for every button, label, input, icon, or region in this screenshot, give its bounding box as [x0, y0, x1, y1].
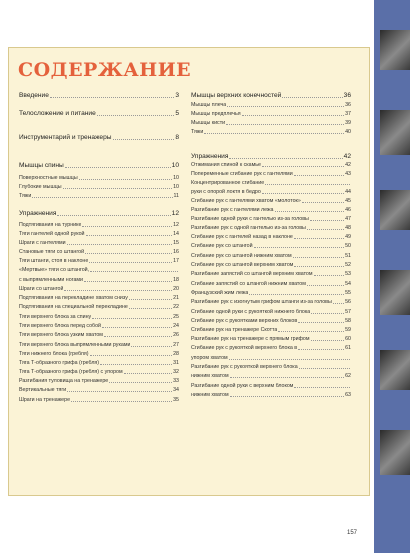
toc-entry-page: 26 [173, 332, 179, 338]
toc-entry [19, 249, 179, 256]
toc-entry [19, 110, 179, 118]
toc-entry-page: 61 [345, 345, 351, 351]
toc-entry [191, 180, 351, 187]
toc-leader [307, 285, 344, 286]
toc-leader [124, 373, 172, 374]
toc-leader [227, 106, 344, 107]
toc-entry-page: 12 [171, 210, 179, 217]
toc-entry [191, 355, 351, 362]
toc-entry-title: упором хватом [191, 355, 228, 361]
toc-leader [86, 235, 173, 236]
toc-entry-title: Сгибание рук на тренажере Скотта [191, 327, 278, 333]
toc-leader [84, 281, 172, 282]
toc-entry [19, 378, 179, 385]
toc-entry-title: Сгибание рук со штангой нижним хватом [191, 253, 292, 259]
toc-entry-title: Разгибание рук на тренажере с прямым грифом [191, 336, 310, 342]
toc-leader [262, 166, 344, 167]
toc-entry [191, 189, 351, 196]
toc-leader [298, 349, 344, 350]
toc-leader [100, 364, 172, 365]
toc-leader [97, 115, 175, 116]
toc-entry [19, 222, 179, 229]
toc-leader [129, 308, 172, 309]
toc-entry-title: Становые тяги со штангой [19, 249, 85, 255]
toc-entry-page: 10 [173, 175, 179, 181]
toc-entry-title: Концентрированное сгибание [191, 180, 265, 186]
toc-entry-title: Сгибание рук с гантелей назад в наклоне [191, 234, 293, 240]
toc-entry-page: 60 [345, 336, 351, 342]
toc-entry-title: Упражнения [19, 210, 57, 217]
toc-entry-page: 49 [345, 234, 351, 240]
toc-entry-title: Мышцы предплечья [191, 111, 241, 117]
toc-entry-page: 31 [173, 360, 179, 366]
toc-entry-title: Упражнения [191, 153, 229, 160]
toc-entry-page: 16 [173, 249, 179, 255]
exercise-photo [380, 190, 410, 230]
exercise-photo [380, 350, 410, 390]
toc-entry [19, 258, 179, 265]
toc-entry [191, 225, 351, 232]
toc-entry-page: 17 [173, 258, 179, 264]
toc-leader [294, 238, 344, 239]
toc-entry-page: 44 [345, 189, 351, 195]
toc-leader [310, 220, 344, 221]
toc-entry [19, 304, 179, 311]
page-title: СОДЕРЖАНИЕ [18, 59, 192, 81]
toc-entry-title: Введение [19, 92, 49, 99]
toc-entry [191, 383, 351, 390]
toc-entry [19, 286, 179, 293]
toc-entry-page: 42 [343, 153, 351, 160]
toc-entry-title: Тяги верхнего блока за спину [19, 314, 92, 320]
toc-entry-page: 24 [173, 323, 179, 329]
toc-entry [191, 111, 351, 118]
toc-entry-page: 57 [345, 309, 351, 315]
toc-entry [191, 243, 351, 250]
toc-entry-page: 11 [173, 193, 179, 199]
toc-entry [191, 253, 351, 260]
page-number: 157 [347, 530, 358, 536]
toc-entry-page: 18 [173, 277, 179, 283]
toc-entry [191, 327, 351, 334]
toc-entry-title: Тяжи [19, 193, 32, 199]
toc-entry [191, 92, 351, 100]
toc-entry [191, 392, 351, 399]
toc-leader [226, 124, 344, 125]
toc-entry-page: 36 [343, 92, 351, 99]
toc-entry-title: Поверхностные мышцы [19, 175, 78, 181]
toc-entry-page: 5 [175, 110, 179, 117]
toc-entry-title: Разгибание рук с рукояткой верхнего блока [191, 364, 298, 370]
toc-entry [191, 153, 351, 161]
toc-entry-title: с выпрямленными ногами [19, 277, 84, 283]
toc-entry-title: Сгибание рук с гантелями хватом «молоток» [191, 198, 301, 204]
toc-entry [191, 271, 351, 278]
toc-entry-title: Тяжи [191, 129, 204, 135]
toc-entry-title: Сгибание одной руки с рукояткой нижнего блока [191, 309, 311, 315]
toc-entry [19, 277, 179, 284]
toc-leader [113, 139, 175, 140]
toc-leader [64, 290, 172, 291]
toc-leader [249, 294, 344, 295]
toc-entry [19, 397, 179, 404]
toc-entry-title: руки с опорой локтя в бедро [191, 189, 261, 195]
toc-leader [230, 377, 344, 378]
toc-entry [191, 290, 351, 297]
exercise-photo [380, 270, 410, 315]
toc-entry [19, 162, 179, 170]
toc-leader [102, 327, 172, 328]
toc-leader [275, 211, 345, 212]
toc-entry-title: Разгибание одной руки с гантелью из-за головы [191, 216, 309, 222]
toc-leader [298, 322, 344, 323]
toc-entry [19, 295, 179, 302]
toc-entry [19, 184, 179, 191]
toc-entry [191, 299, 351, 306]
toc-entry-title: Вертикальные тяги [19, 387, 67, 393]
toc-leader [85, 253, 172, 254]
toc-entry-title: Разгибание рук с одной гантелью из-за головы [191, 225, 306, 231]
toc-entry-page: 28 [173, 351, 179, 357]
toc-entry-page: 56 [345, 299, 351, 305]
toc-entry [19, 387, 179, 394]
toc-entry-page: 35 [173, 397, 179, 403]
toc-entry-title: Инструментарий и тренажеры [19, 134, 112, 141]
toc-entry-title: Тяга Т-образного грифа (гребля) с упором [19, 369, 123, 375]
toc-entry-page: 21 [173, 295, 179, 301]
toc-entry-title: Тяги гантелей одной рукой [19, 231, 85, 237]
toc-entry [19, 134, 179, 142]
toc-entry [191, 364, 351, 371]
toc-entry [191, 262, 351, 269]
toc-entry-title: «Мертвые» тяги со штангой, [19, 267, 90, 273]
toc-leader [79, 179, 172, 180]
toc-leader [278, 331, 344, 332]
toc-entry [191, 216, 351, 223]
toc-entry [191, 318, 351, 325]
toc-leader [229, 158, 342, 159]
toc-entry-page: 33 [173, 378, 179, 384]
toc-entry-title: Тяга Т-образного грифа (гребля) [19, 360, 100, 366]
toc-leader [293, 257, 344, 258]
exercise-photo [380, 30, 410, 70]
toc-leader [299, 368, 350, 369]
toc-entry-page: 15 [173, 240, 179, 246]
toc-entry-title: Разгибания туловища на тренажере [19, 378, 109, 384]
toc-entry-title: Мышцы верхних конечностей [191, 92, 282, 99]
toc-leader [50, 97, 174, 98]
toc-entry-title: нижним хватом [191, 392, 229, 398]
toc-entry-page: 58 [345, 318, 351, 324]
toc-entry [19, 360, 179, 367]
toc-entry [191, 102, 351, 109]
toc-entry-page: 51 [345, 253, 351, 259]
toc-entry-title: Тяги штанги, стоя в наклоне [19, 258, 89, 264]
toc-entry [191, 198, 351, 205]
toc-entry-title: Телосложение и питание [19, 110, 96, 117]
toc-entry-title: Тяги нижнего блока (гребля) [19, 351, 89, 357]
toc-entry-page: 53 [345, 271, 351, 277]
toc-leader [262, 193, 344, 194]
toc-entry-title: Подтягивания на турнике [19, 222, 82, 228]
toc-entry-title: нижним хватом [191, 373, 229, 379]
toc-entry-title: Тяги верхнего блока выпрямленными руками [19, 342, 131, 348]
toc-entry-page: 50 [345, 243, 351, 249]
toc-entry-title: Сгибание рук с рукоятками верхних блоков [191, 318, 298, 324]
toc-entry [191, 345, 351, 352]
toc-leader [71, 401, 172, 402]
toc-entry-page: 10 [171, 162, 179, 169]
toc-leader [311, 340, 345, 341]
toc-entry-title: Французский жим лежа [191, 290, 249, 296]
toc-entry-title: Мышцы кисти [191, 120, 226, 126]
toc-leader [294, 175, 344, 176]
toc-entry-title: Разгибание рук с гантелями лежа [191, 207, 274, 213]
toc-entry-title: Подтягивания на специальной перекладине [19, 304, 128, 310]
toc-entry-title: Мышцы спины [19, 162, 64, 169]
exercise-photo [380, 430, 410, 475]
toc-entry-title: Сгибание рук со штангой верхним хватом [191, 262, 294, 268]
toc-leader [254, 247, 345, 248]
toc-entry-page: 52 [345, 262, 351, 268]
toc-entry [19, 175, 179, 182]
toc-entry-title: Шраги со штангой [19, 286, 64, 292]
toc-entry [191, 234, 351, 241]
toc-entry-title: Сгибание рук со штангой [191, 243, 253, 249]
toc-entry [191, 336, 351, 343]
toc-leader [129, 299, 172, 300]
toc-leader [314, 275, 345, 276]
toc-entry [191, 281, 351, 288]
toc-leader [282, 97, 342, 98]
toc-leader [67, 244, 172, 245]
toc-entry-title: Тяги верхнего блока узким хватом [19, 332, 103, 338]
toc-entry [19, 92, 179, 100]
toc-entry-title: Отжимания спиной к скамье [191, 162, 261, 168]
toc-entry-page: 8 [175, 134, 179, 141]
toc-leader [82, 226, 172, 227]
toc-entry [19, 231, 179, 238]
toc-leader [242, 115, 344, 116]
toc-entry-page: 37 [345, 111, 351, 117]
toc-entry-page: 27 [173, 342, 179, 348]
toc-entry-page: 55 [345, 290, 351, 296]
toc-entry-title: Глубокие мышцы [19, 184, 62, 190]
toc-entry-title: Разгибание одной руки с верхним блоком [191, 383, 294, 389]
toc-entry-title: Попеременные сгибание рук с гантелями [191, 171, 293, 177]
toc-entry-page: 40 [345, 129, 351, 135]
toc-leader [89, 262, 172, 263]
toc-leader [229, 359, 350, 360]
toc-entry-page: 14 [173, 231, 179, 237]
toc-entry-page: 36 [345, 102, 351, 108]
toc-leader [311, 313, 344, 314]
toc-entry-title: Шраги на тренажере [19, 397, 71, 403]
toc-entry [19, 323, 179, 330]
toc-entry-title: Разгибание рук с изогнутым грифом штанги из-за головы [191, 299, 332, 305]
toc-entry-page: 32 [173, 369, 179, 375]
toc-entry-page: 54 [345, 281, 351, 287]
toc-entry [191, 129, 351, 136]
toc-leader [63, 188, 173, 189]
toc-leader [230, 396, 344, 397]
toc-leader [65, 167, 171, 168]
toc-entry-page: 39 [345, 120, 351, 126]
toc-entry-page: 20 [173, 286, 179, 292]
toc-leader [90, 355, 173, 356]
toc-entry-page: 42 [345, 162, 351, 168]
toc-entry [19, 369, 179, 376]
toc-entry-title: Подтягивания на перекладине хватом снизу [19, 295, 128, 301]
toc-entry [191, 171, 351, 178]
toc-entry [19, 240, 179, 247]
toc-entry-title: Мышцы плеча [191, 102, 227, 108]
toc-entry-title: Разгибание запястий со штангой верхним хватом [191, 271, 313, 277]
toc-entry-page: 12 [173, 222, 179, 228]
toc-leader [32, 197, 172, 198]
toc-entry-page: 48 [345, 225, 351, 231]
toc-entry [191, 207, 351, 214]
toc-entry [191, 120, 351, 127]
toc-entry-page: 34 [173, 387, 179, 393]
toc-leader [104, 336, 172, 337]
toc-entry-page: 43 [345, 171, 351, 177]
toc-entry-page: 59 [345, 327, 351, 333]
toc-entry [19, 193, 179, 200]
toc-entry [19, 314, 179, 321]
toc-entry-title: Сгибание запястий со штангой нижним хватом [191, 281, 306, 287]
toc-entry [19, 332, 179, 339]
toc-leader [333, 303, 344, 304]
toc-entry-title: Шраги с гантелями [19, 240, 66, 246]
toc-leader [302, 202, 344, 203]
toc-entry-page: 25 [173, 314, 179, 320]
toc-entry-title: Тяги верхнего блока перед собой [19, 323, 101, 329]
toc-entry [191, 162, 351, 169]
toc-entry-page: 63 [345, 392, 351, 398]
toc-entry-title: Сгибание рук с рукояткой верхнего блока в [191, 345, 298, 351]
toc-leader [57, 215, 170, 216]
toc-leader [67, 391, 172, 392]
toc-leader [307, 229, 344, 230]
toc-entry-page: 22 [173, 304, 179, 310]
toc-entry-page: 47 [345, 216, 351, 222]
toc-leader [294, 266, 344, 267]
toc-entry-page: 3 [175, 92, 179, 99]
toc-entry-page: 46 [345, 207, 351, 213]
toc-leader [92, 318, 172, 319]
toc-entry-page: 10 [173, 184, 179, 190]
toc-entry [191, 309, 351, 316]
toc-entry [19, 342, 179, 349]
toc-entry [191, 373, 351, 380]
photo-strip [374, 0, 410, 553]
toc-leader [90, 271, 178, 272]
toc-leader [204, 133, 344, 134]
toc-leader [131, 346, 172, 347]
toc-entry [19, 351, 179, 358]
exercise-photo [380, 110, 410, 155]
toc-entry [19, 267, 179, 274]
toc-leader [294, 387, 350, 388]
toc-leader [265, 184, 350, 185]
toc-leader [109, 382, 172, 383]
toc-entry [19, 210, 179, 218]
toc-entry-page: 45 [345, 198, 351, 204]
toc-entry-page: 62 [345, 373, 351, 379]
